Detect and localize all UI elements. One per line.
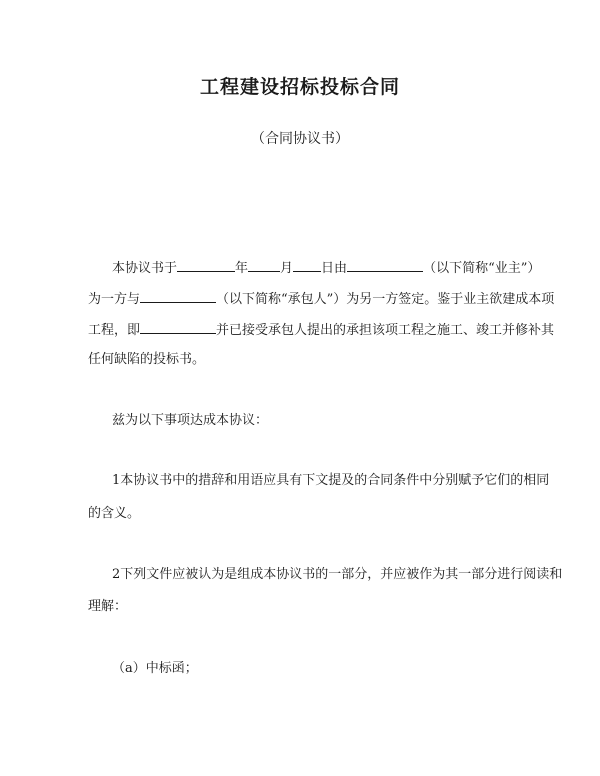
para1-line1 xyxy=(112,258,540,278)
text: 年 xyxy=(235,261,249,276)
para1-line4: 任何缺陷的投标书。 xyxy=(88,352,206,367)
text: 月 xyxy=(280,261,294,276)
para2: 兹为以下事项达成本协议： xyxy=(112,413,269,428)
text: 工程，即 xyxy=(88,323,141,338)
blank-contractor xyxy=(140,289,216,303)
text: 为一方与 xyxy=(88,292,141,307)
item2-line1: 2下列文件应被认为是组成本协议书的一部分，并应被作为其一部分进行阅读和 xyxy=(112,567,563,582)
item1-line1: 1本协议书中的措辞和用语应具有下文提及的合同条件中分别赋予它们的相同 xyxy=(112,473,550,488)
para1-line2 xyxy=(88,289,554,309)
item1-line2: 的含义。 xyxy=(88,506,141,521)
para1-line3 xyxy=(88,320,554,340)
blank-day xyxy=(293,258,321,272)
text: （以下简称“业主”） xyxy=(423,261,541,276)
blank-project xyxy=(140,320,216,334)
blank-year xyxy=(177,258,235,272)
text: （以下简称“承包人”）为另一方签定。鉴于业主欲建成本项 xyxy=(216,292,555,307)
item2-line2: 理解： xyxy=(88,599,128,614)
blank-month xyxy=(248,258,280,272)
text: 本协议书于 xyxy=(112,261,178,276)
text: 并已接受承包人提出的承担该项工程之施工、竣工并修补其 xyxy=(216,323,555,338)
item-a: （a）中标函； xyxy=(112,661,198,676)
document-title: 工程建设招标投标合同 xyxy=(199,76,400,98)
blank-owner xyxy=(347,258,423,272)
text: 日由 xyxy=(321,261,348,276)
document-subtitle: （合同协议书） xyxy=(251,131,349,147)
